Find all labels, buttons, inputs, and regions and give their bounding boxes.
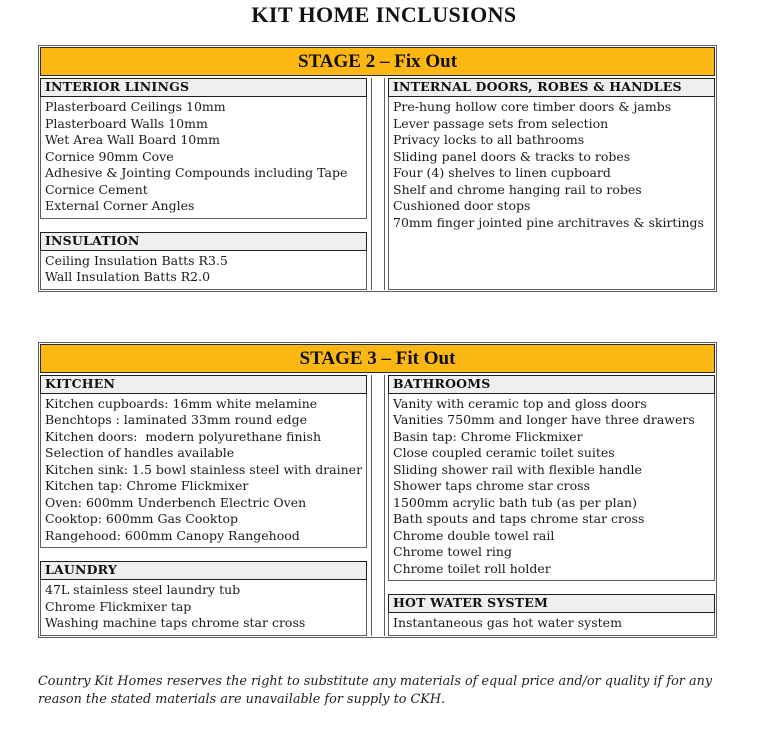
stage-content — [40, 76, 715, 290]
column-divider — [371, 375, 385, 636]
category-header: BATHROOMS — [388, 375, 715, 394]
category-items — [40, 97, 367, 219]
category-items — [40, 580, 367, 636]
stage-content — [40, 373, 715, 636]
list-item: Rangehood: 600mm Canopy Rangehood — [45, 527, 300, 543]
list-item: Instantaneous gas hot water system — [393, 615, 622, 630]
document-page — [0, 2, 768, 710]
list-item: Plasterboard Ceilings 10mm — [45, 99, 226, 114]
list-item: Close coupled ceramic toilet suites — [393, 445, 615, 460]
category-group — [40, 375, 367, 549]
stage-section-1 — [38, 45, 717, 292]
category-items — [40, 394, 367, 549]
list-item: Benchtops : laminated 33mm round edge — [45, 412, 307, 427]
category-group — [40, 78, 367, 219]
list-item: Privacy locks to all bathrooms — [393, 132, 585, 147]
list-item: Four (4) shelves to linen cupboard — [393, 165, 611, 180]
list-item: Shelf and chrome hanging rail to robes — [393, 181, 642, 197]
stage-banner: STAGE 3 – Fit Out — [40, 344, 715, 373]
stage-section-2 — [38, 342, 717, 638]
category-items — [40, 251, 367, 290]
list-item: Adhesive & Jointing Compounds including Tape — [45, 165, 348, 180]
category-header: INTERIOR LININGS — [40, 78, 367, 97]
list-item: Selection of handles available — [45, 445, 235, 460]
list-item: Shower taps chrome star cross — [393, 478, 590, 493]
list-item: Sliding panel doors & tracks to robes — [393, 148, 631, 164]
list-item: Chrome Flickmixer tap — [45, 598, 192, 614]
category-group — [388, 375, 715, 582]
page-title: KIT HOME INCLUSIONS — [251, 2, 517, 27]
list-item: External Corner Angles — [45, 198, 195, 213]
column-divider — [371, 78, 385, 290]
category-header: INTERNAL DOORS, ROBES & HANDLES — [388, 78, 715, 97]
list-item: Chrome toilet roll holder — [393, 560, 551, 576]
category-header: LAUNDRY — [40, 561, 367, 580]
stage-banner: STAGE 2 – Fix Out — [40, 47, 715, 76]
list-item: Lever passage sets from selection — [393, 115, 609, 131]
list-item: Ceiling Insulation Batts R3.5 — [45, 252, 228, 268]
list-item: Sliding shower rail with flexible handle — [393, 461, 642, 477]
left-column — [40, 375, 367, 636]
list-item: Plasterboard Walls 10mm — [45, 115, 208, 131]
category-items — [388, 613, 715, 636]
left-column — [40, 78, 367, 290]
list-item: Basin tap: Chrome Flickmixer — [393, 428, 583, 444]
list-item: 47L stainless steel laundry tub — [45, 582, 241, 597]
list-item: Wall Insulation Batts R2.0 — [45, 269, 211, 284]
list-item: Kitchen cupboards: 16mm white melamine — [45, 395, 318, 411]
category-header: INSULATION — [40, 232, 367, 251]
list-item: Kitchen sink: 1.5 bowl stainless steel with drainer — [45, 461, 363, 477]
list-item: Kitchen tap: Chrome Flickmixer — [45, 478, 249, 493]
category-header: KITCHEN — [40, 375, 367, 394]
category-items — [388, 394, 715, 582]
category-group — [40, 561, 367, 636]
list-item: Cushioned door stops — [393, 198, 531, 213]
list-item: Vanity with ceramic top and gloss doors — [393, 395, 647, 411]
list-item: 1500mm acrylic bath tub (as per plan) — [393, 494, 637, 510]
list-item: Washing machine taps chrome star cross — [45, 615, 306, 630]
list-item: Pre-hung hollow core timber doors & jambs — [393, 99, 672, 114]
list-item: Wet Area Wall Board 10mm — [45, 132, 220, 147]
list-item: 70mm finger jointed pine architraves & skirtings — [393, 214, 704, 230]
right-column — [388, 375, 715, 636]
list-item: Chrome double towel rail — [393, 527, 555, 543]
list-item: Vanities 750mm and longer have three drawers — [393, 412, 695, 427]
right-column — [388, 78, 715, 290]
list-item: Cooktop: 600mm Gas Cooktop — [45, 511, 239, 526]
stages — [0, 45, 768, 638]
footer-note: Country Kit Homes reserves the right to substitute any materials of equal price and/or quality if for any reason the stated materials are unavailable for supply to CKH. — [38, 673, 713, 708]
category-group — [388, 78, 715, 290]
category-items — [388, 97, 715, 290]
category-group — [388, 594, 715, 636]
list-item: Cornice Cement — [45, 181, 148, 197]
list-item: Oven: 600mm Underbench Electric Oven — [45, 494, 307, 510]
list-item: Bath spouts and taps chrome star cross — [393, 511, 645, 526]
list-item: Cornice 90mm Cove — [45, 148, 174, 164]
list-item: Chrome towel ring — [393, 544, 512, 559]
category-header: HOT WATER SYSTEM — [388, 594, 715, 613]
list-item: Kitchen doors: modern polyurethane finish — [45, 428, 322, 444]
category-group — [40, 232, 367, 290]
